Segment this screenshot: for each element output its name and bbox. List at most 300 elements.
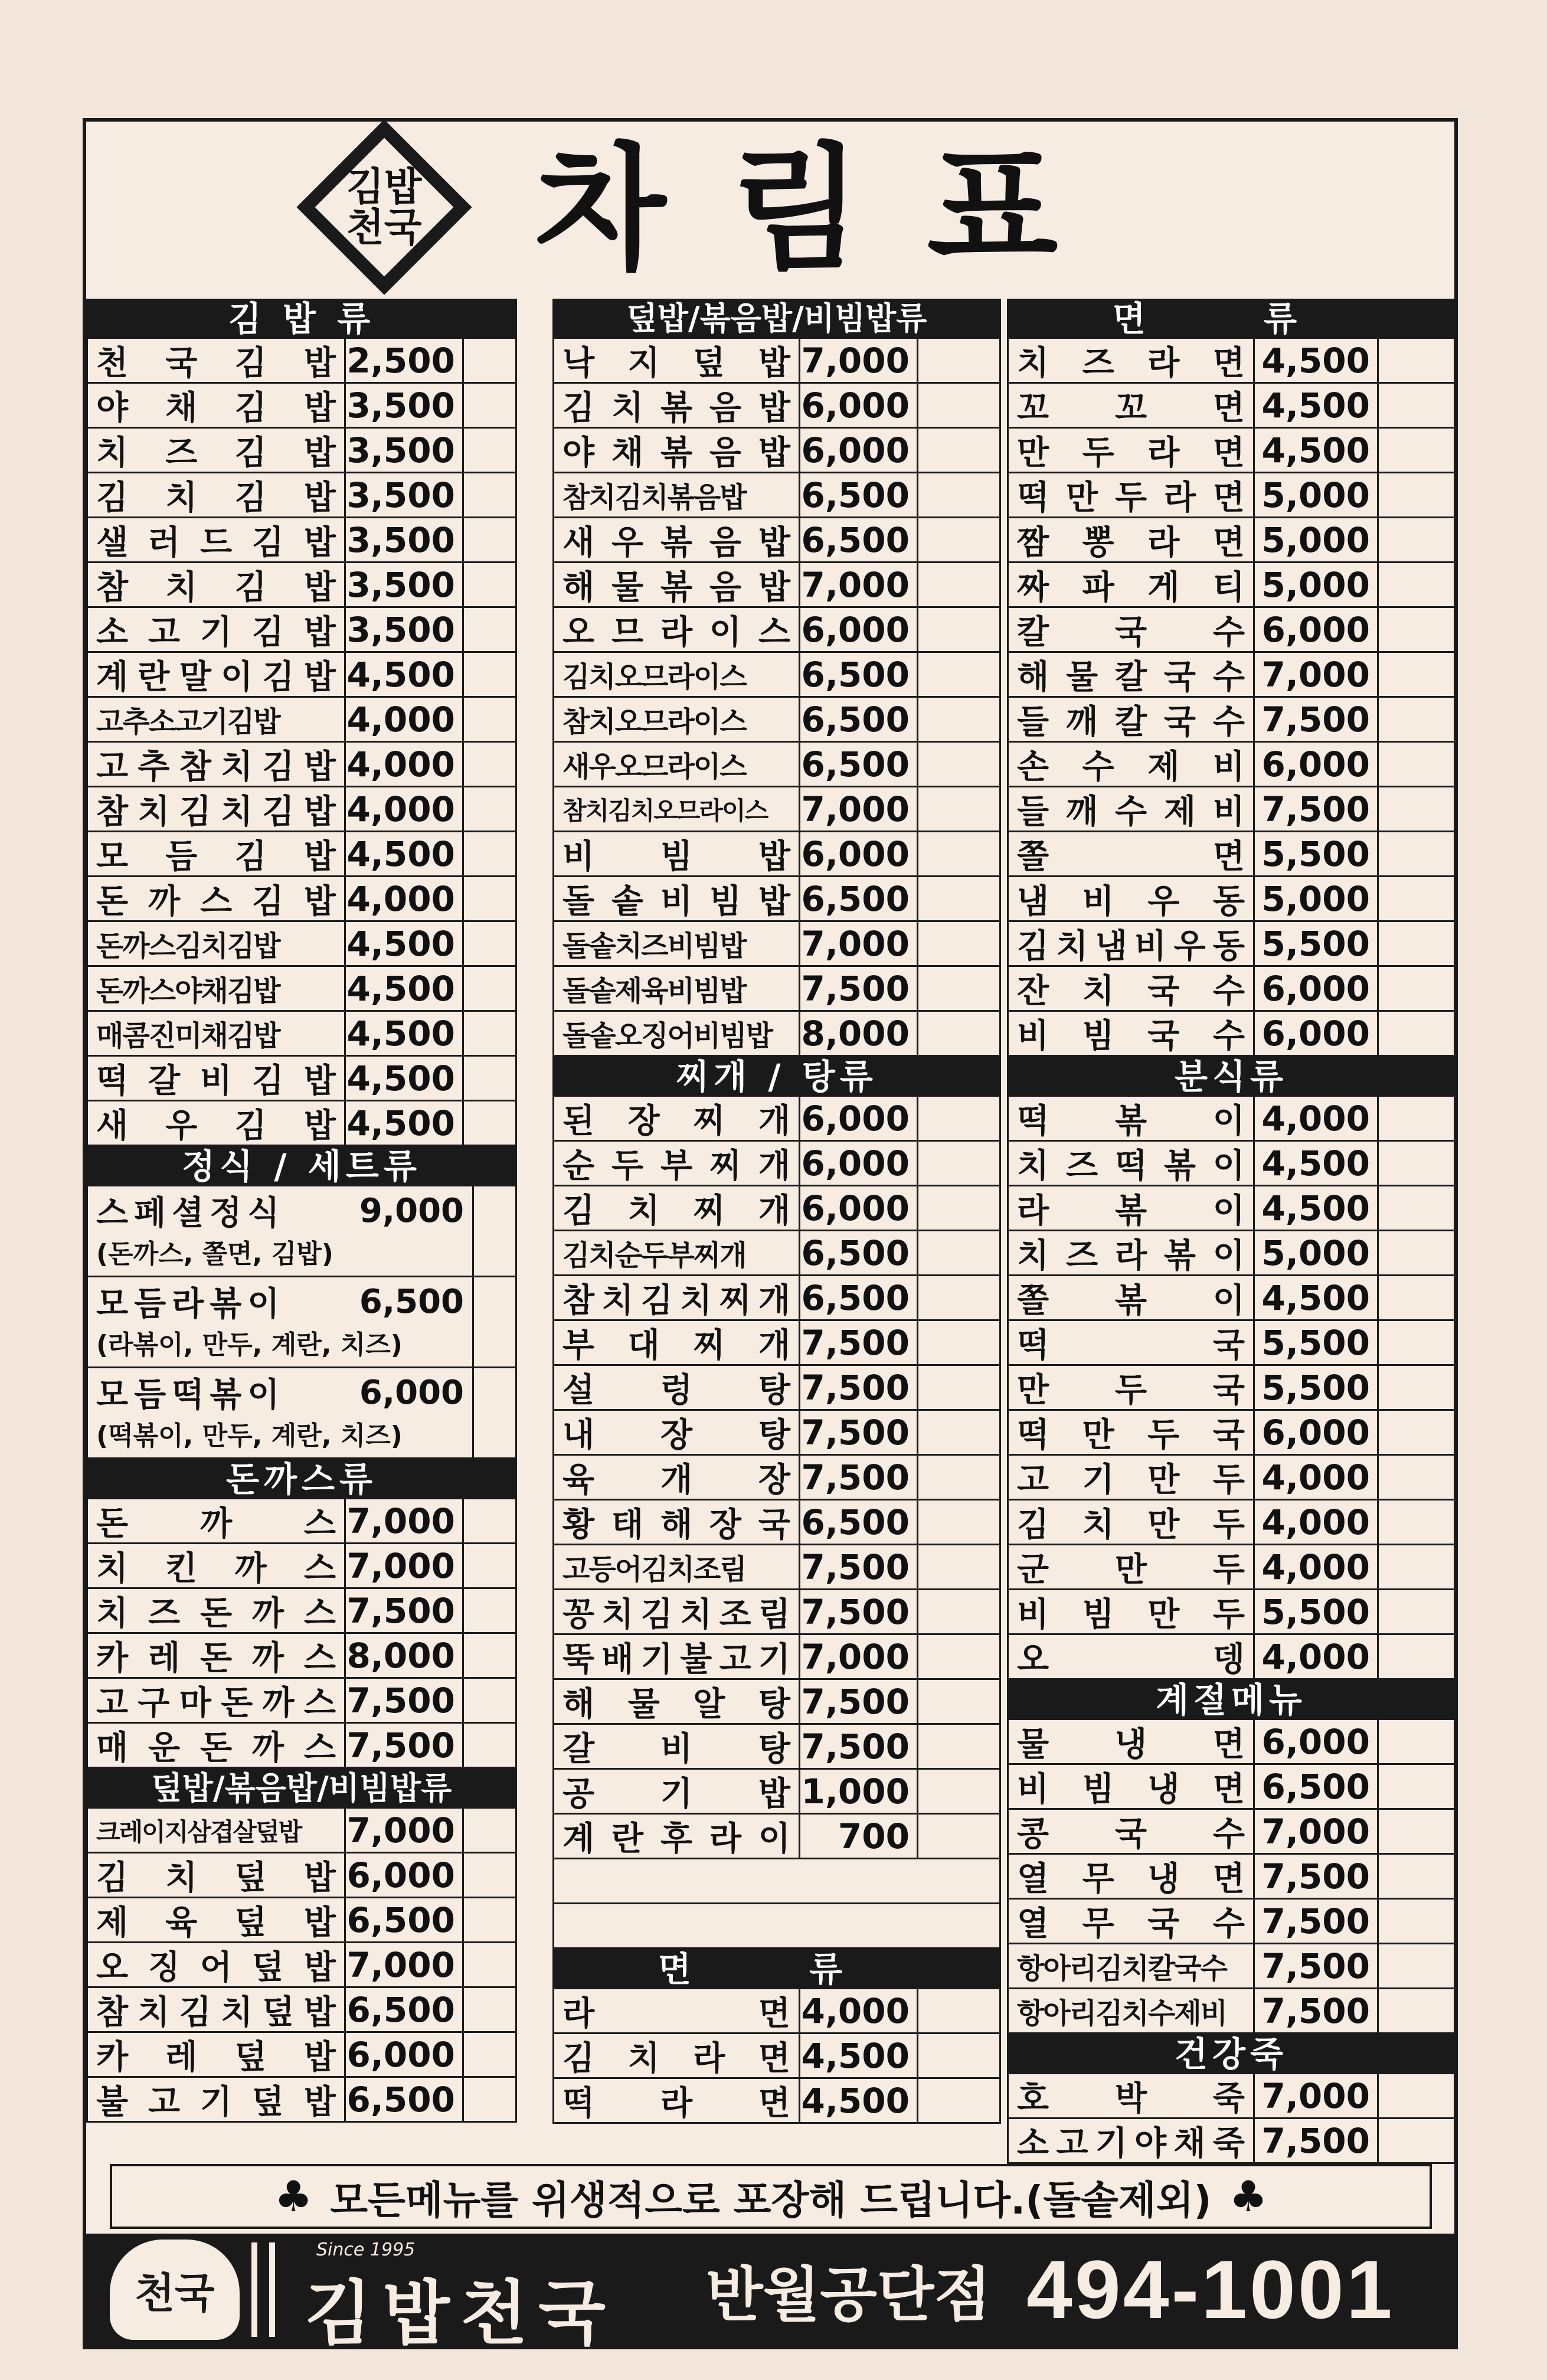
menu-item-price: 7,000 — [346, 1544, 464, 1587]
menu-item-price: 6,000 — [1255, 743, 1379, 786]
menu-item-price: 7,500 — [346, 1724, 464, 1767]
menu-item-name: 오 므 라 이 스 — [552, 608, 800, 651]
menu-item-price: 6,000 — [800, 832, 918, 875]
menu-item-price: 6,500 — [1255, 1765, 1379, 1808]
menu-item-name: 고 추 참 치 김 밥 — [86, 743, 346, 786]
menu-item-price: 4,500 — [346, 1101, 464, 1145]
menu-item-price: 7,000 — [346, 1809, 464, 1852]
menu-item-row — [1007, 429, 1456, 473]
menu-item-name: 갈 비 탕 — [552, 1725, 800, 1768]
menu-item-row — [552, 1231, 1001, 1276]
set-menu-row — [86, 1277, 517, 1368]
menu-item-name: 치 킨 까 스 — [86, 1544, 346, 1587]
menu-item-row — [552, 1815, 1001, 1859]
menu-item-name: 김 치 라 면 — [552, 2034, 800, 2077]
menu-item-price: 5,000 — [1255, 877, 1379, 920]
menu-item-name: 참치김치오므라이스 — [552, 787, 800, 831]
section-title: 김 밥 류 — [86, 299, 517, 339]
menu-item-row — [552, 518, 1001, 563]
section-title: 덮밥/볶음밥/비빔밥류 — [86, 1768, 517, 1809]
menu-item-price: 6,000 — [800, 608, 918, 651]
mascot-logo-icon: 천국 — [110, 2240, 240, 2340]
menu-item-name: 떡 볶 이 — [1007, 1097, 1255, 1140]
menu-item-price: 6,000 — [800, 1142, 918, 1185]
menu-item-price: 6,000 — [800, 1186, 918, 1230]
menu-item-name: 소 고 기 야 채 죽 — [1007, 2119, 1255, 2162]
menu-item-name: 떡 갈 비 김 밥 — [86, 1057, 346, 1100]
menu-item-row — [86, 1499, 517, 1544]
menu-item-name: 들 깨 수 제 비 — [1007, 787, 1255, 831]
menu-item-row — [1007, 1231, 1456, 1276]
menu-item-name: 물 냉 면 — [1007, 1720, 1255, 1763]
menu-item-row — [86, 1012, 517, 1057]
menu-item-row — [1007, 1720, 1456, 1765]
menu-item-row — [552, 1097, 1001, 1142]
menu-item-price: 2,500 — [346, 339, 464, 382]
menu-item-price: 4,000 — [346, 877, 464, 920]
menu-item-name: 돌솥제육비빔밥 — [552, 967, 800, 1010]
menu-item-price: 5,000 — [1255, 1231, 1379, 1274]
menu-item-price: 7,500 — [1255, 1900, 1379, 1943]
section-title: 정식 / 세트류 — [86, 1146, 517, 1186]
menu-item-price: 6,000 — [1255, 608, 1379, 651]
menu-item-name: 야 채 김 밥 — [86, 384, 346, 427]
menu-item-name: 김 치 볶 음 밥 — [552, 384, 800, 427]
menu-item-name: 칼 국 수 — [1007, 608, 1255, 651]
menu-item-name: 해 물 알 탕 — [552, 1680, 800, 1723]
menu-item-row — [86, 1853, 517, 1898]
menu-item-price: 5,000 — [1255, 473, 1379, 516]
menu-item-price: 4,500 — [1255, 339, 1379, 382]
menu-item-name: 크레이지삼겹살덮밥 — [86, 1809, 346, 1852]
menu-item-row — [86, 1544, 517, 1589]
menu-item-price: 4,500 — [1255, 429, 1379, 472]
set-menu-price: 9,000 — [359, 1191, 464, 1230]
menu-item-row — [552, 1321, 1001, 1366]
menu-item-row — [1007, 339, 1456, 384]
menu-item-price: 7,000 — [1255, 1810, 1379, 1853]
menu-item-name: 불 고 기 덮 밥 — [86, 2078, 346, 2121]
menu-item-row — [86, 698, 517, 743]
menu-item-price: 6,500 — [800, 518, 918, 561]
menu-item-name: 된 장 찌 개 — [552, 1097, 800, 1140]
menu-item-name: 뚝 배 기 불 고 기 — [552, 1635, 800, 1678]
menu-item-name: 손 수 제 비 — [1007, 743, 1255, 786]
menu-item-name: 짜 파 게 티 — [1007, 563, 1255, 606]
menu-item-price: 4,000 — [1255, 1545, 1379, 1588]
menu-item-name: 해 물 볶 음 밥 — [552, 563, 800, 606]
menu-item-price: 4,500 — [1255, 1186, 1379, 1230]
set-menu-price: 6,500 — [359, 1282, 464, 1321]
menu-item-price: 3,500 — [346, 429, 464, 472]
menu-item-price: 6,000 — [346, 1853, 464, 1897]
menu-item-row — [86, 877, 517, 922]
set-menu-name: 모듬떡볶이 — [96, 1376, 286, 1414]
section-title: 분식류 — [1007, 1057, 1456, 1097]
menu-item-row — [552, 877, 1001, 922]
menu-item-row — [552, 967, 1001, 1012]
menu-item-row — [86, 384, 517, 429]
menu-item-row — [552, 922, 1001, 967]
menu-item-row — [1007, 563, 1456, 608]
blank-row — [552, 1904, 1001, 1949]
menu-item-name: 돌솥치즈비빔밥 — [552, 922, 800, 965]
menu-item-price: 6,000 — [1255, 1012, 1379, 1055]
menu-item-name: 비 빔 만 두 — [1007, 1590, 1255, 1633]
menu-item-row — [1007, 1142, 1456, 1186]
menu-item-name: 쫄 볶 이 — [1007, 1276, 1255, 1319]
branch-name: 반월공단점 — [706, 2260, 991, 2329]
menu-item-row — [86, 967, 517, 1012]
menu-item-name: 소 고 기 김 밥 — [86, 608, 346, 651]
menu-item-row — [86, 1809, 517, 1853]
menu-item-name: 비 빔 냉 면 — [1007, 1765, 1255, 1808]
set-menu-description: (돈까스, 쫄면, 김밥) — [96, 1239, 333, 1269]
menu-item-price: 3,500 — [346, 563, 464, 606]
menu-item-row — [1007, 1276, 1456, 1321]
menu-item-price: 4,500 — [1255, 1142, 1379, 1185]
menu-item-name: 육 개 장 — [552, 1456, 800, 1499]
menu-item-name: 냄 비 우 동 — [1007, 877, 1255, 920]
menu-item-row — [552, 1012, 1001, 1057]
menu-item-name: 만 두 라 면 — [1007, 429, 1255, 472]
menu-item-name: 치 즈 라 면 — [1007, 339, 1255, 382]
blank-row — [552, 1859, 1001, 1904]
menu-item-price: 5,000 — [1255, 518, 1379, 561]
menu-item-price: 8,000 — [800, 1012, 918, 1055]
menu-item-price: 7,500 — [1255, 698, 1379, 741]
menu-item-row — [552, 832, 1001, 877]
menu-item-row — [552, 429, 1001, 473]
brand-name: 김밥천국 — [305, 2272, 616, 2354]
menu-item-price: 7,000 — [346, 1943, 464, 1986]
menu-item-price: 4,500 — [346, 653, 464, 696]
menu-item-name: 참치김치볶음밥 — [552, 473, 800, 516]
menu-item-price: 6,500 — [800, 1231, 918, 1274]
menu-item-row — [552, 473, 1001, 518]
menu-board — [83, 118, 1458, 2354]
menu-item-row — [552, 1989, 1001, 2034]
menu-item-price: 4,500 — [346, 1057, 464, 1100]
menu-item-row — [86, 608, 517, 653]
menu-item-row — [1007, 1321, 1456, 1366]
menu-item-row — [552, 1500, 1001, 1545]
menu-item-price: 4,500 — [1255, 384, 1379, 427]
menu-item-price: 7,000 — [1255, 653, 1379, 696]
menu-item-name: 카 레 돈 까 스 — [86, 1634, 346, 1677]
menu-item-name: 카 레 덮 밥 — [86, 2033, 346, 2076]
set-menu-description: (떡볶이, 만두, 계란, 치즈) — [96, 1421, 403, 1451]
menu-item-name: 고추소고기김밥 — [86, 698, 346, 741]
phone-number: 494-1001 — [1026, 2243, 1395, 2336]
menu-item-price: 5,500 — [1255, 1590, 1379, 1633]
menu-item-price: 7,500 — [1255, 2119, 1379, 2162]
menu-header — [86, 122, 1454, 299]
menu-item-name: 오 뎅 — [1007, 1635, 1255, 1678]
menu-item-row — [552, 1411, 1001, 1456]
menu-item-price: 5,500 — [1255, 1321, 1379, 1364]
menu-item-name: 항아리김치수제비 — [1007, 1989, 1255, 2032]
menu-item-row — [1007, 1855, 1456, 1900]
menu-item-name: 참 치 김 밥 — [86, 563, 346, 606]
menu-item-row — [1007, 877, 1456, 922]
section-title: 면 류 — [552, 1949, 1001, 1989]
menu-item-name: 오 징 어 덮 밥 — [86, 1943, 346, 1986]
menu-item-name: 떡 국 — [1007, 1321, 1255, 1364]
menu-item-row — [1007, 2119, 1456, 2164]
menu-item-price: 7,500 — [800, 1680, 918, 1723]
menu-item-price: 7,000 — [1255, 2074, 1379, 2117]
menu-item-price: 4,500 — [346, 1012, 464, 1055]
menu-item-row — [1007, 832, 1456, 877]
menu-item-row — [86, 1057, 517, 1101]
menu-item-row — [86, 518, 517, 563]
menu-item-price: 3,500 — [346, 384, 464, 427]
menu-item-row — [1007, 1590, 1456, 1635]
divider — [251, 2242, 275, 2337]
menu-item-row — [552, 563, 1001, 608]
menu-item-row — [86, 922, 517, 967]
menu-item-name: 군 만 두 — [1007, 1545, 1255, 1588]
menu-item-row — [1007, 1456, 1456, 1500]
menu-item-name: 잔 치 국 수 — [1007, 967, 1255, 1010]
menu-item-name: 치 즈 돈 까 스 — [86, 1589, 346, 1632]
menu-item-price: 700 — [800, 1815, 918, 1858]
menu-item-name: 계 란 후 라 이 — [552, 1815, 800, 1858]
set-menu-row — [86, 1186, 517, 1277]
menu-item-row — [1007, 1012, 1456, 1057]
menu-item-row — [552, 1276, 1001, 1321]
menu-item-row — [1007, 653, 1456, 698]
menu-item-price: 6,000 — [800, 384, 918, 427]
menu-item-row — [86, 1724, 517, 1768]
menu-item-price: 7,500 — [1255, 787, 1379, 831]
menu-item-row — [552, 787, 1001, 832]
menu-item-price: 6,500 — [800, 698, 918, 741]
menu-item-name: 순 두 부 찌 개 — [552, 1142, 800, 1185]
menu-item-price: 7,500 — [1255, 1989, 1379, 2032]
menu-item-price: 3,500 — [346, 473, 464, 516]
menu-item-name: 부 대 찌 개 — [552, 1321, 800, 1364]
menu-item-row — [86, 2078, 517, 2123]
menu-item-price: 5,500 — [1255, 832, 1379, 875]
menu-item-row — [1007, 608, 1456, 653]
menu-item-name: 비 빔 국 수 — [1007, 1012, 1255, 1055]
menu-item-row — [552, 1635, 1001, 1680]
menu-item-price: 7,500 — [800, 967, 918, 1010]
menu-item-row — [552, 1725, 1001, 1770]
club-icon: ♣ — [274, 2172, 313, 2221]
menu-item-row — [552, 2079, 1001, 2124]
set-menu-description: (라볶이, 만두, 계란, 치즈) — [96, 1330, 403, 1360]
menu-item-row — [552, 1186, 1001, 1231]
menu-item-row — [86, 653, 517, 698]
menu-item-row — [86, 1589, 517, 1634]
menu-item-row — [1007, 922, 1456, 967]
menu-item-price: 5,000 — [1255, 563, 1379, 606]
section-title: 돈까스류 — [86, 1459, 517, 1499]
menu-item-name: 돌솥오징어비빔밥 — [552, 1012, 800, 1055]
menu-item-name: 김 치 냄 비 우 동 — [1007, 922, 1255, 965]
menu-item-name: 라 면 — [552, 1989, 800, 2032]
menu-item-name: 열 무 국 수 — [1007, 1900, 1255, 1943]
menu-item-name: 라 볶 이 — [1007, 1186, 1255, 1230]
menu-item-row — [1007, 473, 1456, 518]
menu-item-row — [552, 384, 1001, 429]
menu-item-name: 샐 러 드 김 밥 — [86, 518, 346, 561]
menu-item-price: 4,000 — [346, 787, 464, 831]
since-label: Since 1995 — [316, 2240, 416, 2260]
menu-item-row — [552, 608, 1001, 653]
menu-item-row — [86, 339, 517, 384]
menu-item-row — [1007, 1989, 1456, 2034]
menu-item-name: 돈까스김치김밥 — [86, 922, 346, 965]
menu-item-name: 열 무 냉 면 — [1007, 1855, 1255, 1898]
menu-item-row — [552, 1545, 1001, 1590]
menu-item-price: 6,500 — [346, 1988, 464, 2031]
menu-item-name: 꽁 치 김 치 조 림 — [552, 1590, 800, 1633]
menu-item-price: 4,000 — [1255, 1500, 1379, 1544]
menu-column-3 — [1007, 299, 1456, 2164]
menu-item-name: 돈까스야채김밥 — [86, 967, 346, 1010]
menu-item-name: 야 채 볶 음 밥 — [552, 429, 800, 472]
menu-item-price: 4,500 — [800, 2079, 918, 2122]
menu-item-name: 치 즈 떡 볶 이 — [1007, 1142, 1255, 1185]
menu-item-row — [86, 787, 517, 832]
menu-item-name: 새 우 김 밥 — [86, 1101, 346, 1145]
menu-item-price: 6,500 — [800, 653, 918, 696]
menu-item-price: 7,000 — [800, 339, 918, 382]
menu-item-price: 7,500 — [1255, 1855, 1379, 1898]
menu-item-row — [552, 2034, 1001, 2079]
menu-item-name: 김치오므라이스 — [552, 653, 800, 696]
menu-item-price: 7,000 — [346, 1499, 464, 1542]
menu-item-name: 매 운 돈 까 스 — [86, 1724, 346, 1767]
menu-item-row — [1007, 384, 1456, 429]
menu-item-name: 비 빔 밥 — [552, 832, 800, 875]
menu-item-price: 6,000 — [1255, 967, 1379, 1010]
set-menu-name: 스페셜정식 — [96, 1194, 286, 1232]
notice-text: 모든메뉴를 위생적으로 포장해 드립니다.(돌솥제외) — [330, 2177, 1212, 2223]
menu-item-name: 참치오므라이스 — [552, 698, 800, 741]
menu-item-name: 해 물 칼 국 수 — [1007, 653, 1255, 696]
menu-item-name: 낙 지 덮 밥 — [552, 339, 800, 382]
menu-item-name: 참 치 김 치 찌 개 — [552, 1276, 800, 1319]
menu-item-row — [1007, 1810, 1456, 1855]
menu-item-name: 들 깨 칼 국 수 — [1007, 698, 1255, 741]
menu-item-price: 8,000 — [346, 1634, 464, 1677]
menu-item-row — [1007, 1635, 1456, 1680]
menu-item-price: 4,000 — [346, 698, 464, 741]
menu-item-price: 4,500 — [346, 922, 464, 965]
menu-item-price: 7,000 — [800, 922, 918, 965]
packaging-notice — [110, 2164, 1432, 2229]
menu-item-name: 고등어김치조림 — [552, 1545, 800, 1588]
menu-item-price: 4,500 — [346, 967, 464, 1010]
menu-item-price: 7,500 — [800, 1590, 918, 1633]
menu-item-price: 6,500 — [800, 1276, 918, 1319]
menu-item-name: 참 치 김 치 김 밥 — [86, 787, 346, 831]
menu-item-row — [86, 473, 517, 518]
menu-item-price: 7,500 — [800, 1456, 918, 1499]
menu-item-row — [1007, 1900, 1456, 1944]
menu-item-price: 4,000 — [1255, 1097, 1379, 1140]
menu-item-row — [1007, 1765, 1456, 1810]
menu-item-price: 6,000 — [346, 2033, 464, 2076]
menu-item-name: 짬 뽕 라 면 — [1007, 518, 1255, 561]
menu-item-row — [1007, 743, 1456, 787]
menu-item-row — [1007, 2074, 1456, 2119]
menu-item-price: 7,500 — [1255, 1944, 1379, 1987]
club-icon: ♣ — [1229, 2172, 1268, 2221]
menu-item-price: 5,500 — [1255, 1366, 1379, 1409]
menu-item-row — [1007, 1186, 1456, 1231]
menu-item-name: 매콤진미채김밥 — [86, 1012, 346, 1055]
menu-item-row — [86, 1101, 517, 1146]
section-title: 덮밥/볶음밥/비빔밥류 — [552, 299, 1001, 339]
menu-column-1 — [86, 299, 517, 2123]
section-title: 찌개 / 탕류 — [552, 1057, 1001, 1097]
menu-item-price: 4,500 — [1255, 1276, 1379, 1319]
menu-item-name: 김 치 만 두 — [1007, 1500, 1255, 1544]
menu-item-price: 6,500 — [800, 743, 918, 786]
menu-item-name: 콩 국 수 — [1007, 1810, 1255, 1853]
menu-item-row — [86, 1898, 517, 1943]
menu-item-row — [86, 1988, 517, 2033]
brand-logo-text: 김밥천국 — [346, 163, 422, 250]
menu-item-price: 7,000 — [800, 1635, 918, 1678]
menu-item-price: 7,500 — [800, 1725, 918, 1768]
menu-item-price: 4,000 — [800, 1989, 918, 2032]
menu-item-name: 고 기 만 두 — [1007, 1456, 1255, 1499]
set-menu-row — [86, 1368, 517, 1459]
menu-item-row — [552, 339, 1001, 384]
menu-item-row — [552, 1770, 1001, 1815]
menu-item-price: 5,500 — [1255, 922, 1379, 965]
menu-item-name: 돌 솥 비 빔 밥 — [552, 877, 800, 920]
menu-item-price: 3,500 — [346, 608, 464, 651]
menu-item-price: 4,000 — [1255, 1456, 1379, 1499]
menu-item-price: 4,000 — [1255, 1635, 1379, 1678]
menu-item-name: 설 렁 탕 — [552, 1366, 800, 1409]
set-menu-name: 모듬라볶이 — [96, 1285, 286, 1323]
menu-item-row — [552, 1456, 1001, 1500]
menu-item-name: 내 장 탕 — [552, 1411, 800, 1454]
menu-item-price: 1,000 — [800, 1770, 918, 1813]
menu-item-name: 항아리김치칼국수 — [1007, 1944, 1255, 1987]
menu-item-name: 김 치 김 밥 — [86, 473, 346, 516]
menu-item-row — [1007, 787, 1456, 832]
menu-column-2 — [552, 299, 1001, 2124]
set-menu-price: 6,000 — [359, 1373, 464, 1412]
menu-item-price: 7,500 — [346, 1589, 464, 1632]
menu-item-name: 돈 까 스 김 밥 — [86, 877, 346, 920]
menu-item-price: 6,500 — [346, 2078, 464, 2121]
menu-item-name: 새 우 볶 음 밥 — [552, 518, 800, 561]
menu-item-row — [552, 698, 1001, 743]
menu-item-row — [86, 563, 517, 608]
menu-item-name: 김 치 덮 밥 — [86, 1853, 346, 1897]
menu-item-row — [86, 1634, 517, 1679]
menu-item-name: 떡 라 면 — [552, 2079, 800, 2122]
menu-item-row — [86, 832, 517, 877]
menu-item-row — [552, 743, 1001, 787]
menu-item-name: 모 듬 김 밥 — [86, 832, 346, 875]
menu-item-price: 6,000 — [1255, 1720, 1379, 1763]
menu-title: 차림표 — [535, 131, 1123, 289]
menu-item-price: 4,500 — [800, 2034, 918, 2077]
menu-item-name: 제 육 덮 밥 — [86, 1898, 346, 1941]
